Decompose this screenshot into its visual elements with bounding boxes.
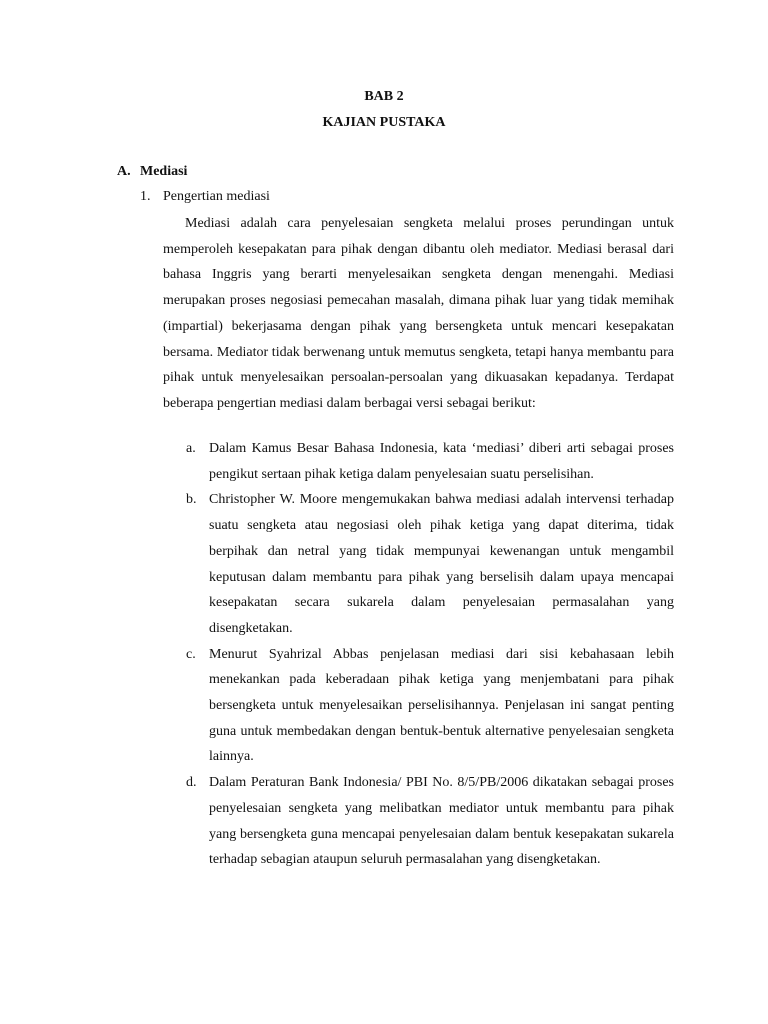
list-item-text: Menurut Syahrizal Abbas penjelasan mediasi dari sisi kebahasaan lebih menekankan pada keberadaan pihak ketiga yang menjembatani para pihak bersengketa untuk menyelesaikan perselisihannya. Penjelasan ini sangat penting guna untuk membedakan dengan bentuk-bentuk alternative penyelesaian sengketa lainnya.	[209, 646, 674, 765]
subsection-title: Pengertian mediasi	[163, 189, 270, 204]
section-title: Mediasi	[140, 164, 188, 179]
section-letter: A.	[117, 164, 131, 179]
list-item-marker: b.	[186, 492, 197, 508]
list-item	[186, 642, 674, 771]
body-paragraph: Mediasi adalah cara penyelesaian sengketa melalui proses perundingan untuk memperoleh kesepakatan para pihak dengan dibantu oleh mediator. Mediasi berasal dari bahasa Inggris yang berarti menyelesaikan sengketa dengan menengahi. Mediasi merupakan proses negosiasi pemecahan masalah, dimana pihak luar yang tidak memihak (impartial) bekerjasama dengan pihak yang bersengketa untuk mencari kesepakatan bersama. Mediator tidak berwenang untuk memutus sengketa, tetapi hanya membantu para pihak untuk menyelesaikan persoalan-persoalan yang dikuasakan kepadanya. Terdapat beberapa pengertian mediasi dalam berbagai versi sebagai berikut:	[163, 216, 674, 411]
list-item-text: Dalam Kamus Besar Bahasa Indonesia, kata ‘mediasi’ diberi arti sebagai proses pengikut sertaan pihak ketiga dalam penyelesaian suatu perselisihan.	[209, 441, 674, 482]
subsection-heading	[140, 187, 270, 207]
list-item-marker: d.	[186, 775, 197, 791]
section-heading	[117, 162, 187, 182]
list-item-marker: a.	[186, 441, 196, 456]
list-item-text: Christopher W. Moore mengemukakan bahwa mediasi adalah intervensi terhadap suatu sengketa atau negosiasi oleh pihak ketiga yang dapat diterima, tidak berpihak dan netral yang tidak mempunyai kewenangan untuk mengambil keputusan dalam membantu para pihak yang berselisih dalam upaya mencapai kesepakatan secara sukarela dalam penyelesaian permasalahan yang disengketakan.	[209, 492, 674, 636]
definition-list	[186, 436, 674, 873]
list-item-marker: c.	[186, 646, 196, 662]
list-item	[186, 436, 674, 487]
subsection-number: 1.	[140, 189, 151, 204]
list-item-text: Dalam Peraturan Bank Indonesia/ PBI No. 8/5/PB/2006 dikatakan sebagai proses penyelesaian sengketa yang melibatkan mediator untuk membantu para pihak yang bersengketa guna mencapai penyelesaian dalam bentuk kesepakatan sukarela terhadap sebagian ataupun seluruh permasalahan yang disengketakan.	[209, 775, 674, 868]
chapter-number: BAB 2	[364, 89, 404, 104]
list-item	[186, 487, 674, 641]
chapter-title: KAJIAN PUSTAKA	[322, 115, 446, 130]
list-item	[186, 770, 674, 873]
